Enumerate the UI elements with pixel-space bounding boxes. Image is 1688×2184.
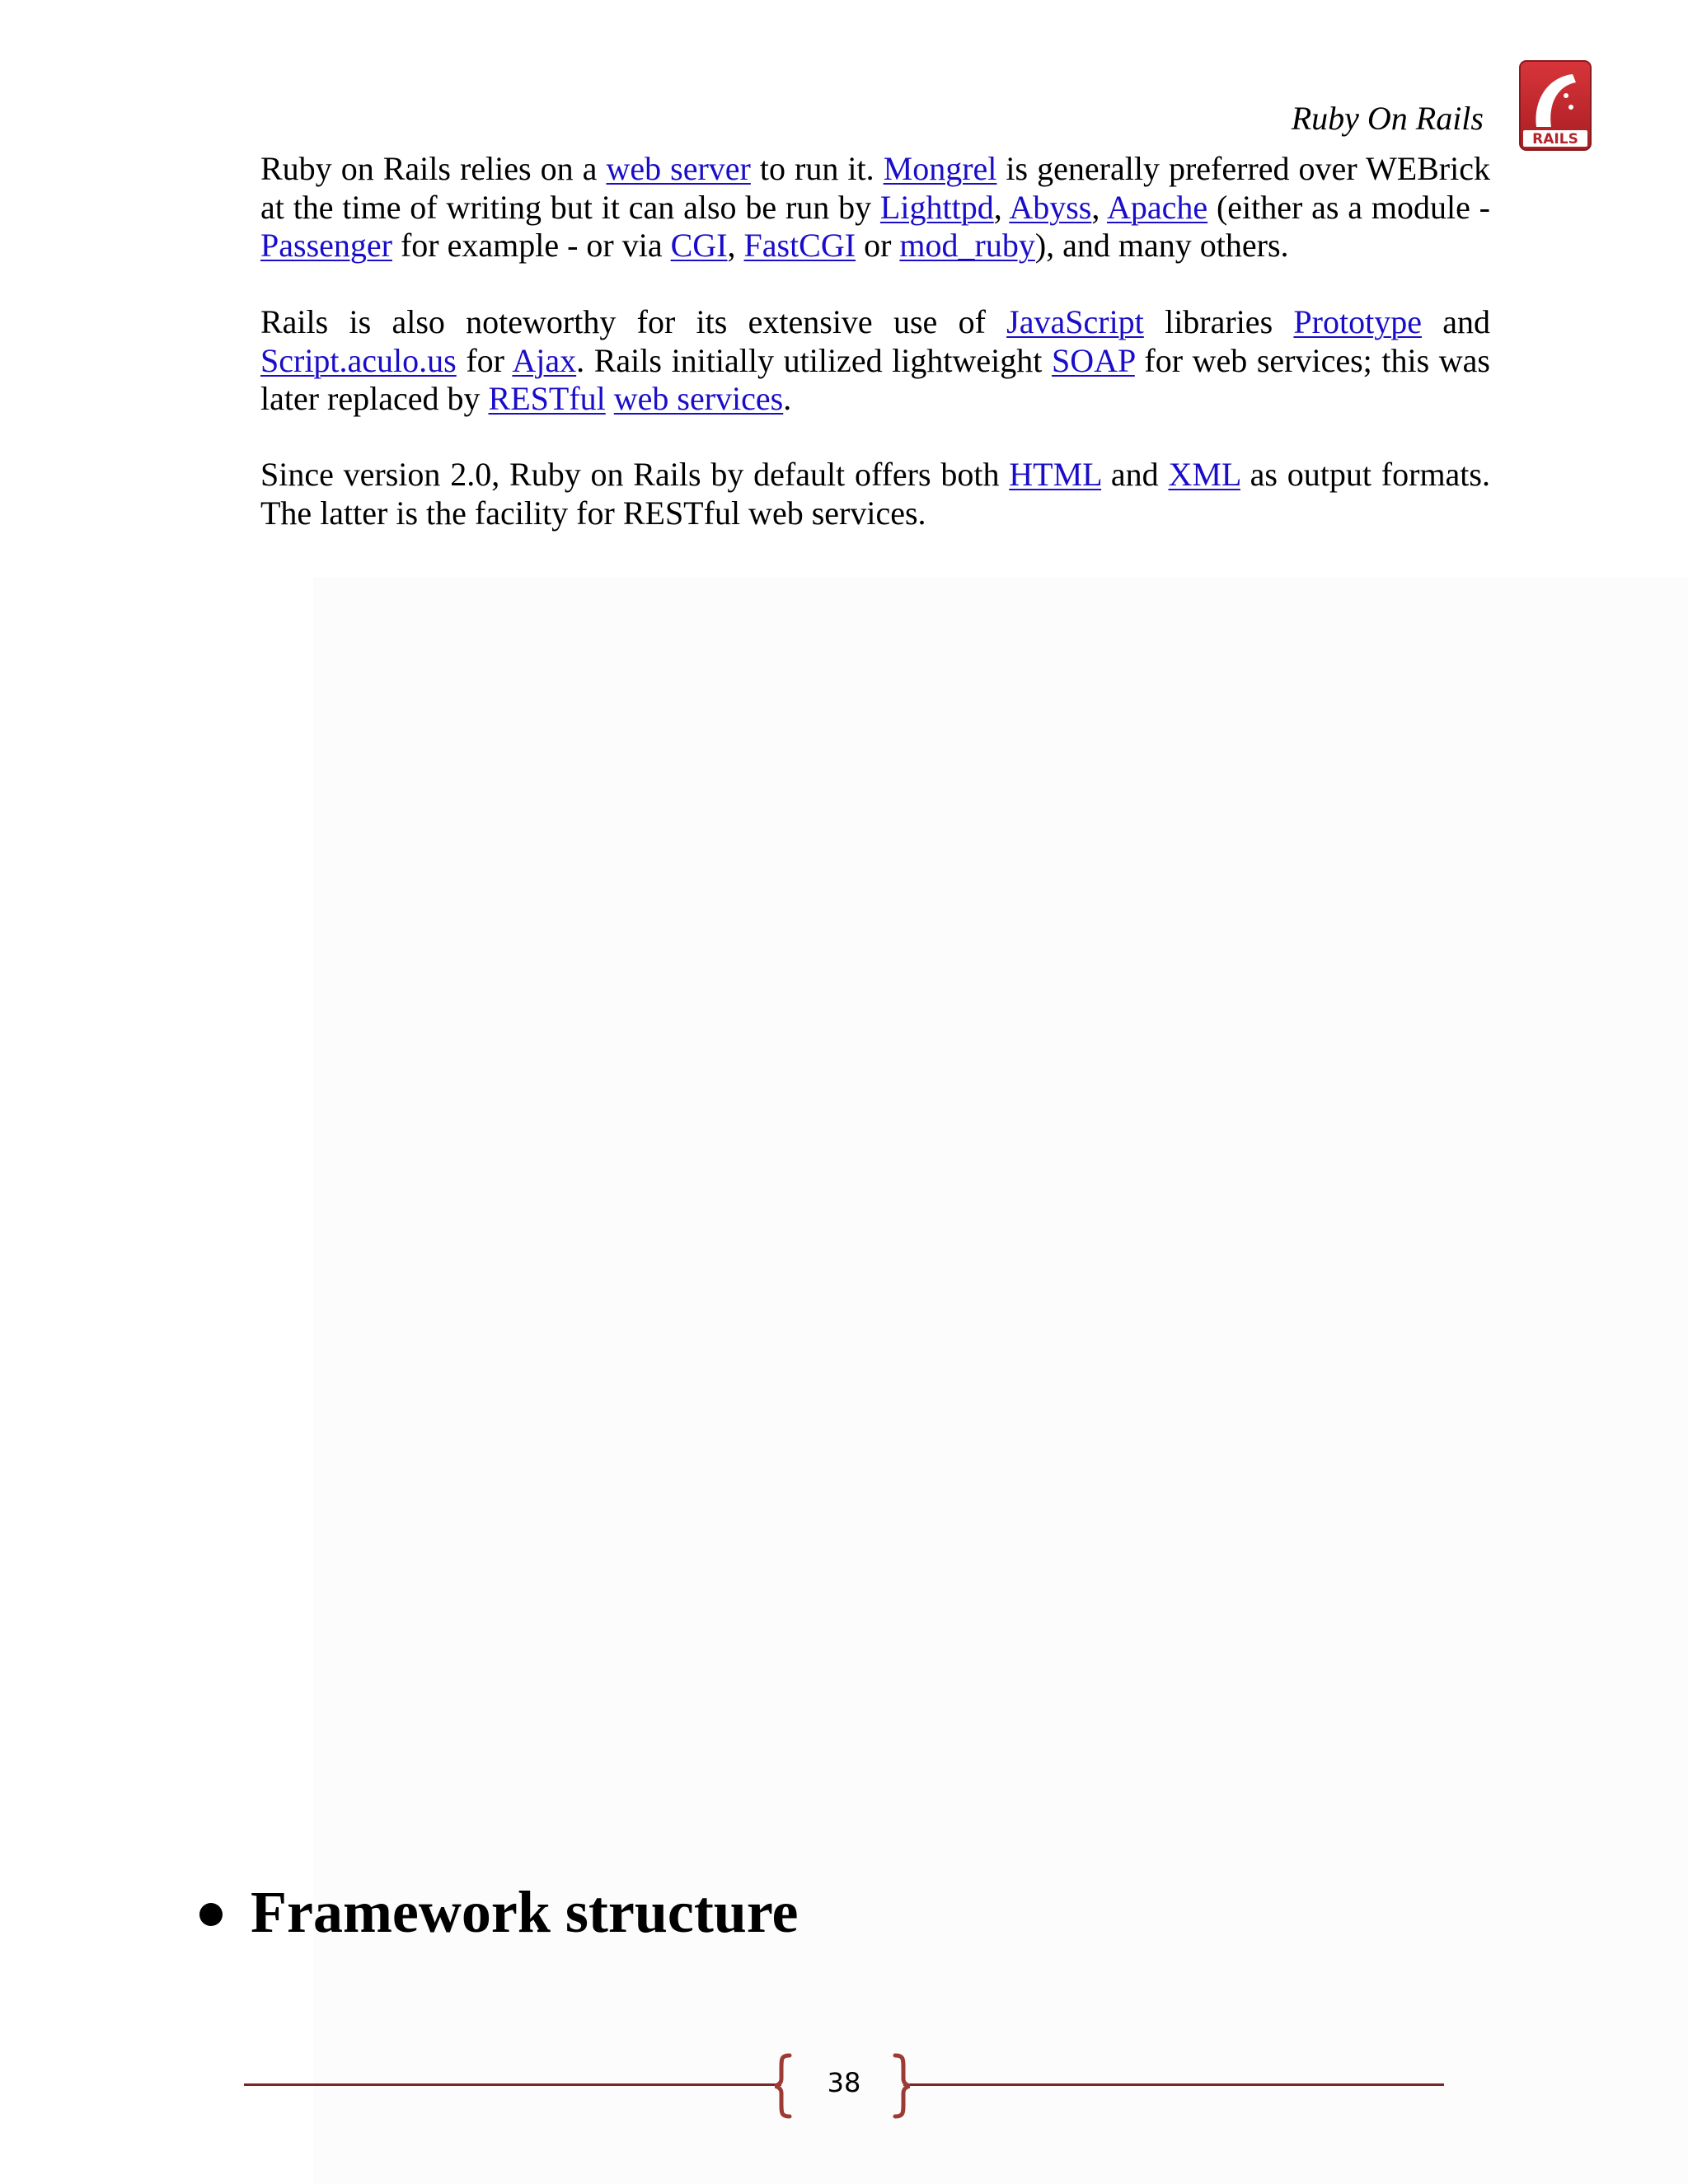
text: and bbox=[1101, 456, 1169, 493]
text: for web services; this was later replaced by bbox=[260, 341, 1490, 417]
text: , bbox=[727, 227, 744, 264]
link-ajax[interactable]: Ajax bbox=[512, 341, 577, 379]
text: Rails is also noteworthy for its extensive use of bbox=[260, 303, 1007, 340]
text: Since version 2.0, Ruby on Rails by default offers both bbox=[260, 456, 1010, 493]
text: (either as a module - bbox=[1207, 188, 1491, 226]
bullet-icon bbox=[199, 1903, 223, 1926]
logo-text: RAILS bbox=[1532, 131, 1578, 148]
link-web-server[interactable]: web server bbox=[606, 150, 751, 187]
link-mongrel[interactable]: Mongrel bbox=[883, 150, 997, 187]
text bbox=[606, 380, 614, 417]
link-cgi[interactable]: CGI bbox=[670, 227, 728, 264]
text: . bbox=[783, 380, 792, 417]
text: , bbox=[1091, 188, 1107, 226]
text: Ruby on Rails relies on a bbox=[260, 150, 607, 187]
section-heading bbox=[199, 1877, 798, 1947]
rails-logo-icon bbox=[1518, 59, 1592, 152]
text: or bbox=[856, 227, 900, 264]
footer-rule-left bbox=[244, 2083, 781, 2086]
text: ), and many others. bbox=[1034, 227, 1289, 264]
paragraph-output-formats bbox=[260, 456, 1490, 532]
text: as output formats. The latter is the facility for RESTful web services. bbox=[260, 456, 1490, 532]
paragraph-web-servers bbox=[260, 150, 1490, 265]
text: , bbox=[993, 188, 1010, 226]
link-html[interactable]: HTML bbox=[1009, 456, 1102, 493]
link-abyss[interactable]: Abyss bbox=[1009, 188, 1092, 226]
running-header-title: Ruby On Rails bbox=[1291, 100, 1484, 137]
section-heading-text: Framework structure bbox=[251, 1879, 799, 1945]
link-fastcgi[interactable]: FastCGI bbox=[743, 227, 856, 264]
link-javascript[interactable]: JavaScript bbox=[1006, 303, 1144, 340]
text: libraries bbox=[1143, 303, 1294, 340]
text: to run it. bbox=[750, 150, 884, 187]
link-prototype[interactable]: Prototype bbox=[1293, 303, 1422, 340]
link-soap[interactable]: SOAP bbox=[1051, 341, 1135, 379]
page-number: 38 bbox=[827, 2067, 861, 2098]
footer-rule-right bbox=[903, 2083, 1444, 2086]
link-apache[interactable]: Apache bbox=[1106, 188, 1208, 226]
link-mod-ruby[interactable]: mod_ruby bbox=[899, 227, 1035, 264]
text: for bbox=[456, 341, 513, 379]
paragraph-javascript-libraries bbox=[260, 303, 1490, 419]
text: is generally preferred over WEBrick at the time of writing but it can also be run by bbox=[260, 150, 1490, 226]
link-web-services[interactable]: web services bbox=[613, 380, 784, 417]
link-lighttpd[interactable]: Lighttpd bbox=[879, 188, 994, 226]
text: and bbox=[1421, 303, 1491, 340]
text: . Rails initially utilized lightweight bbox=[576, 341, 1052, 379]
link-passenger[interactable]: Passenger bbox=[260, 227, 392, 264]
link-scriptaculous[interactable]: Script.aculo.us bbox=[260, 341, 457, 379]
link-restful[interactable]: RESTful bbox=[488, 380, 606, 417]
text: for example - or via bbox=[392, 227, 671, 264]
link-xml[interactable]: XML bbox=[1168, 456, 1240, 493]
